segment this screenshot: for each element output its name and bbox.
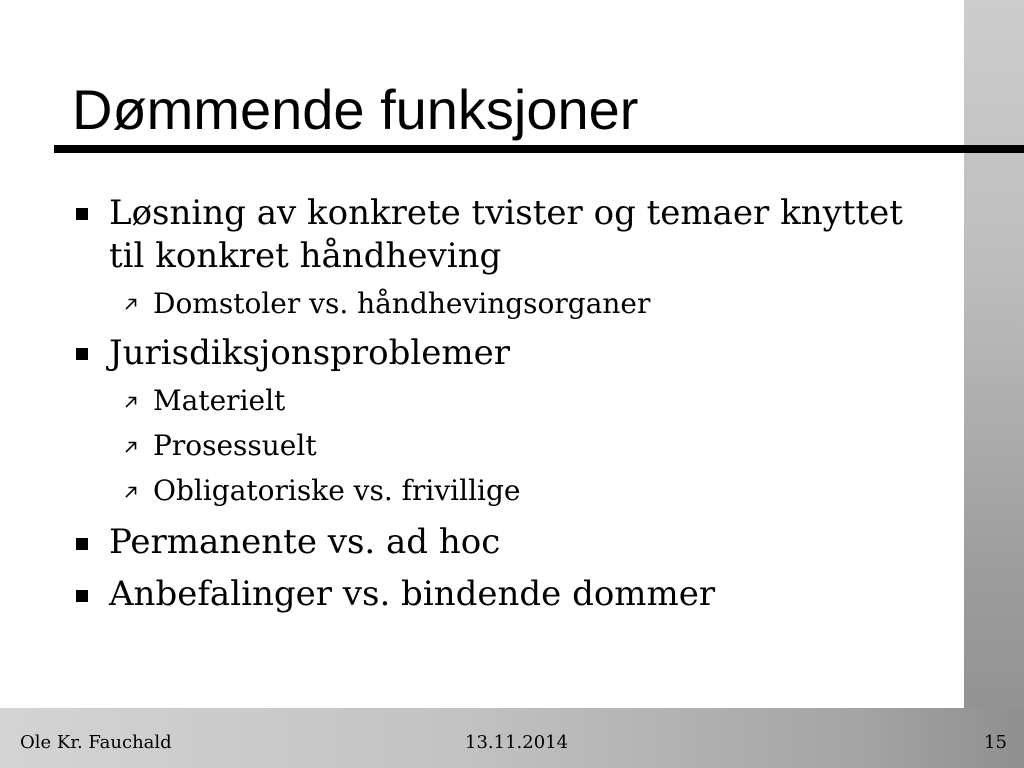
arrow-up-right-icon [123, 394, 139, 410]
square-bullet-icon [76, 538, 88, 550]
sub-bullet-text: Domstoler vs. håndhevingsorganer [153, 287, 651, 320]
square-bullet-icon [76, 208, 88, 220]
bullet-text: Løsning av konkrete tvister og temaer knyttet [109, 193, 903, 233]
slide-title: Dømmende funksjoner [72, 78, 639, 141]
bullet-text: Jurisdiksjonsproblemer [109, 333, 511, 373]
sub-bullet-text: Obligatoriske vs. frivillige [153, 474, 521, 507]
sub-bullet-text: Prosessuelt [153, 429, 317, 462]
square-bullet-icon [76, 348, 88, 360]
bullet-text: Permanente vs. ad hoc [109, 522, 501, 562]
square-bullet-icon [76, 590, 88, 602]
footer-page-number: 15 [984, 732, 1007, 753]
sub-bullet-text: Materielt [153, 384, 286, 417]
arrow-up-right-icon [123, 484, 139, 500]
arrow-up-right-icon [123, 296, 139, 312]
arrow-up-right-icon [123, 439, 139, 455]
right-shadow-band [964, 0, 1024, 768]
bullet-text: Anbefalinger vs. bindende dommer [109, 574, 716, 614]
bullet-text-continued: til konkret håndheving [109, 236, 502, 276]
footer-date: 13.11.2014 [465, 732, 569, 753]
footer-author: Ole Kr. Fauchald [20, 732, 172, 753]
